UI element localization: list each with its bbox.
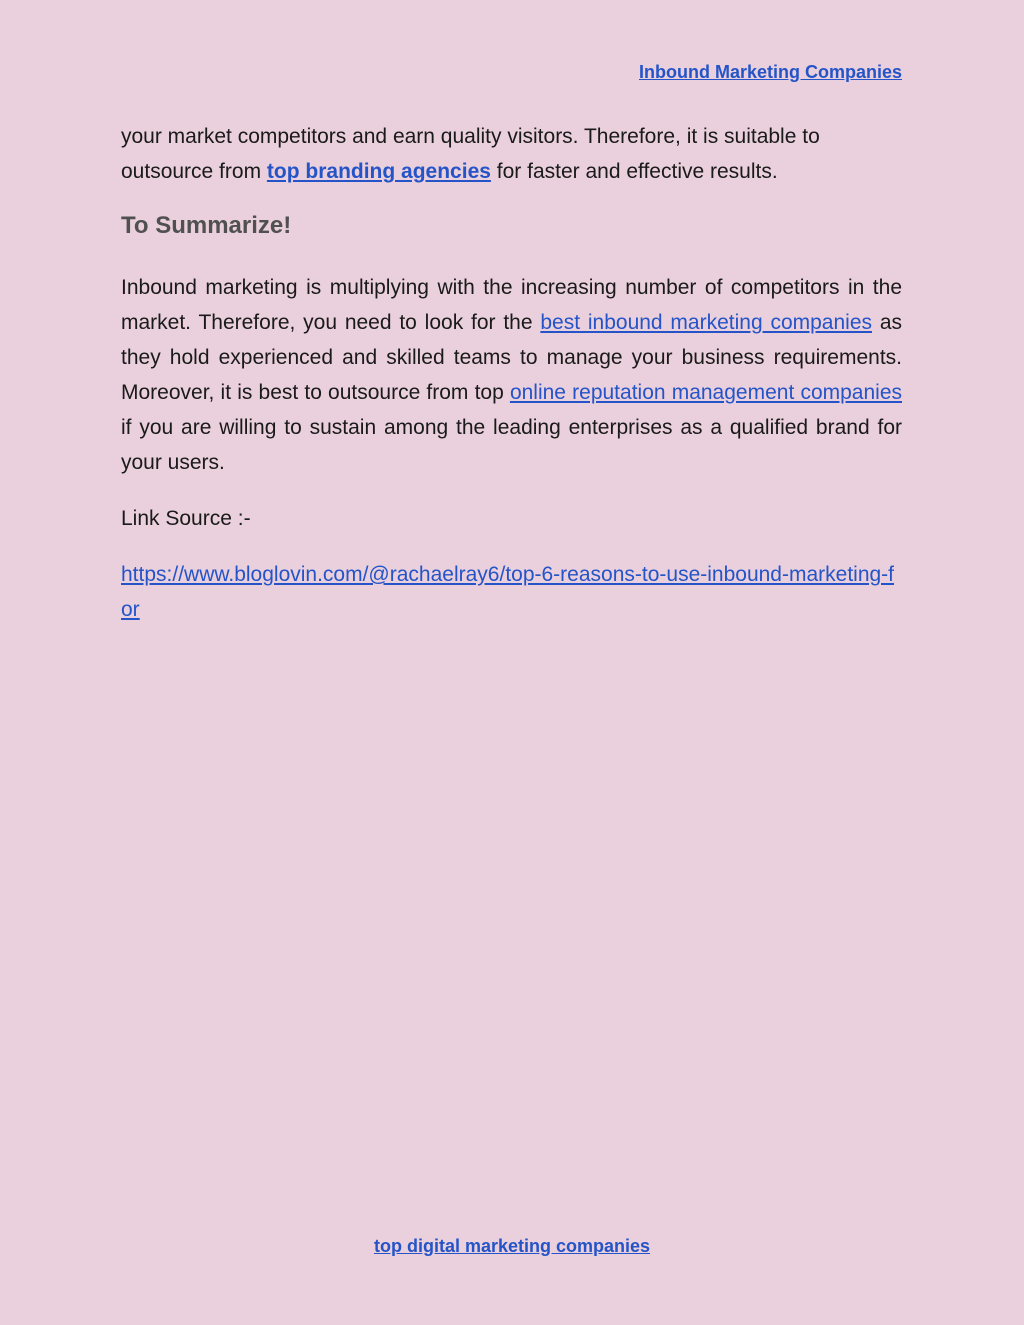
intro-text-after: for faster and effective results.: [490, 160, 778, 183]
top-branding-agencies-link[interactable]: top branding agencies: [266, 160, 491, 183]
online-reputation-management-link[interactable]: online reputation management companies: [509, 381, 902, 404]
source-url-link[interactable]: https://www.bloglovin.com/@rachaelray6/top-6-reasons-to-use-inbound-marketing-for: [121, 563, 895, 621]
document-page: [121, 0, 902, 1325]
summary-text-3: if you are willing to sustain among the leading enterprises as a qualified brand for your users.: [121, 416, 902, 474]
summary-heading: To Summarize!: [121, 212, 292, 239]
footer: [0, 1236, 1024, 1257]
best-inbound-marketing-companies-link[interactable]: best inbound marketing companies: [540, 311, 872, 334]
summary-text-2: as they hold experienced and skilled teams to manage your business requirements. Moreover, it is best to outsource from top: [121, 311, 902, 404]
intro-paragraph: [121, 119, 902, 189]
header-link[interactable]: Inbound Marketing Companies: [638, 62, 902, 82]
link-source-label: Link Source :-: [121, 507, 251, 530]
footer-link[interactable]: top digital marketing companies: [373, 1236, 651, 1256]
summary-paragraph: [121, 270, 902, 480]
intro-text-before: your market competitors and earn quality visitors. Therefore, it is suitable to outsource from: [121, 125, 820, 183]
source-url-paragraph: [121, 557, 902, 627]
summary-text-1: Inbound marketing is multiplying with the increasing number of competitors in the market. Therefore, you need to look for the: [121, 276, 902, 334]
